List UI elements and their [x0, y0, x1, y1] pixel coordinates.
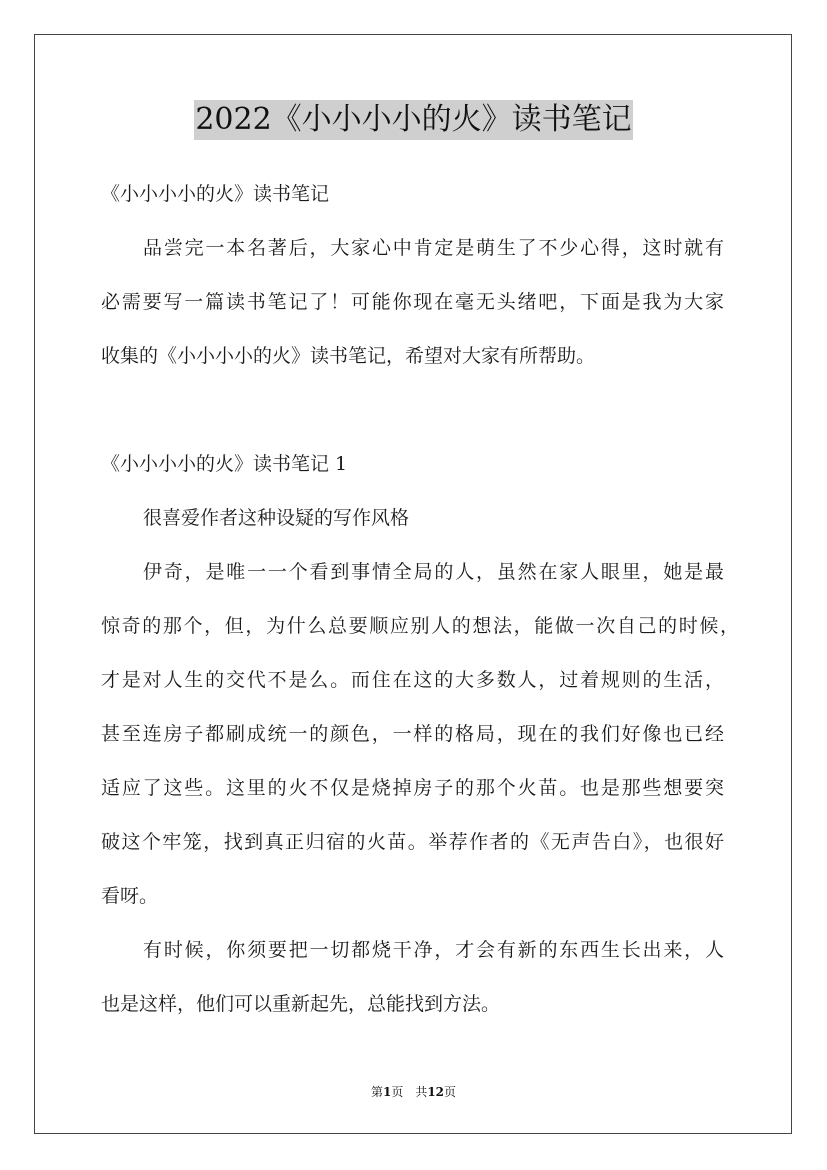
- paragraph-line: 破这个牢笼，找到真正归宿的火苗。举荐作者的《无声告白》，也很好: [101, 831, 724, 853]
- paragraph-line: 惊奇的那个，但，为什么总要顺应别人的想法，能做一次自己的时候，: [101, 615, 739, 637]
- intro-line: 必需要写一篇读书笔记了！可能你现在毫无头绪吧，下面是我为大家: [101, 291, 724, 313]
- document-title: 2022《小小小小的火》读书笔记: [194, 100, 632, 140]
- intro-line: 收集的《小小小小的火》读书笔记，希望对大家有所帮助。: [101, 345, 596, 367]
- paragraph-line: 甚至连房子都刷成统一的颜色，一样的格局，现在的我们好像也已经: [101, 723, 724, 745]
- footer-middle: 页 共: [391, 1085, 428, 1099]
- paragraph-line: 有时候，你须要把一切都烧干净，才会有新的东西生长出来，人: [143, 939, 724, 961]
- page-footer: [0, 1084, 827, 1100]
- intro-heading: 《小小小小的火》读书笔记: [101, 183, 330, 205]
- footer-suffix: 页: [444, 1085, 457, 1099]
- paragraph-line: 适应了这些。这里的火不仅是烧掉房子的那个火苗。也是那些想要突: [101, 777, 724, 799]
- footer-prefix: 第: [370, 1085, 383, 1099]
- paragraph-line: 看呀。: [101, 885, 159, 907]
- paragraph-line: 才是对人生的交代不是么。而住在这的大多数人，过着规则的生活，: [101, 669, 724, 691]
- paragraph-line: 也是这样，他们可以重新起先，总能找到方法。: [101, 993, 501, 1015]
- intro-line: 品尝完一本名著后，大家心中肯定是萌生了不少心得，这时就有: [143, 237, 724, 259]
- section-heading: 《小小小小的火》读书笔记 1: [101, 453, 348, 475]
- title-wrap: [0, 100, 827, 140]
- subheading: 很喜爱作者这种设疑的写作风格: [143, 507, 410, 529]
- footer-page-number: 1: [382, 1085, 392, 1099]
- footer-total-pages: 12: [427, 1085, 445, 1099]
- paragraph-line: 伊奇，是唯一一个看到事情全局的人，虽然在家人眼里，她是最: [143, 561, 724, 583]
